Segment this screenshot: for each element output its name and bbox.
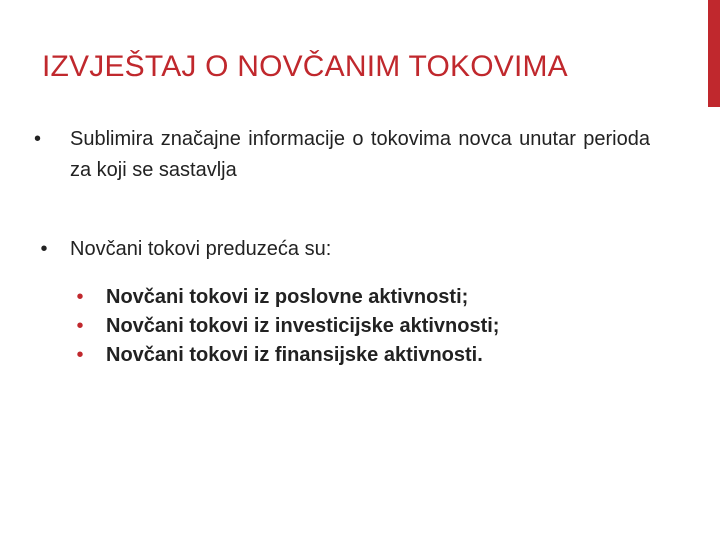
sub-bullet-text: Novčani tokovi iz finansijske aktivnosti. <box>106 344 483 366</box>
sub-bullet-item <box>70 341 674 370</box>
sub-bullet-text: Novčani tokovi iz investicijske aktivnosti; <box>106 315 500 337</box>
bullet-text: Sublimira značajne informacije o tokovima novca unutar perioda za koji se sastavlja <box>70 128 650 181</box>
sub-bullet-marker: • <box>76 315 84 337</box>
sub-bullet-list <box>70 283 674 370</box>
bullet-item <box>34 234 674 370</box>
slide-title: IZVJEŠTAJ O NOVČANIM TOKOVIMA <box>42 50 568 83</box>
sub-bullet-text: Novčani tokovi iz poslovne aktivnosti; <box>106 286 469 308</box>
sub-bullet-marker: • <box>76 344 84 366</box>
sub-bullet-item <box>70 312 674 341</box>
accent-bar <box>708 0 720 107</box>
bullet-list <box>34 124 674 370</box>
sub-bullet-item <box>70 283 674 312</box>
bullet-text: Novčani tokovi preduzeća su: <box>70 238 332 260</box>
bullet-item <box>34 124 650 186</box>
sub-bullet-marker: • <box>76 286 84 308</box>
bullet-marker: • <box>34 128 42 150</box>
bullet-marker: • <box>40 238 48 260</box>
